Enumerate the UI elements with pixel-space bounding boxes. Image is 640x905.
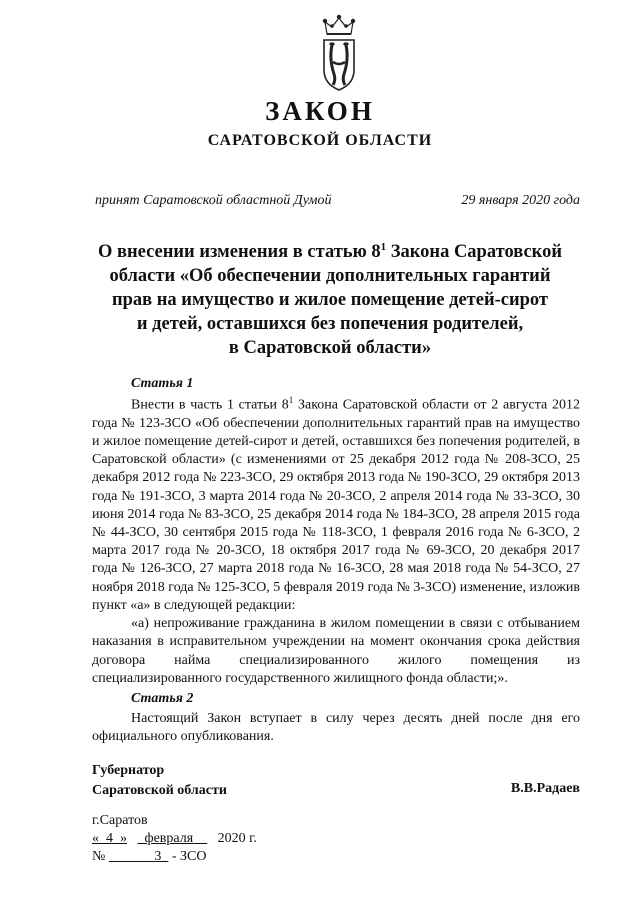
article-1-paragraph-1-end: Закона Саратовской области от 2 августа 2012 года № 123-ЗСО «Об обеспечении дополнительных гарантий прав на имущество и жилое помещение детей-сирот и детей, оставшихся без попечения родителей, в Саратовской области» (с изменениями от 25 декабря 2012 года № 208-ЗСО, 25 декабря 2012 года № 223-ЗСО, 29 октября 2013 года № 190-ЗСО, 29 октября 2013 года № 191-ЗСО, 3 марта 2014 года № 20-ЗСО, 2 апреля 2014 года № 33-ЗСО, 30 июня 2014 года № 83-ЗСО, 25 декабря 2014 года № 184-ЗСО, 28 апреля 2015 года № 44-ЗСО, 30 сентября 2015 года № 118-ЗСО, 1 февраля 2016 года № 6-ЗСО, 2 марта 2017 года № 20-ЗСО, 18 октября 2017 года № 69-ЗСО, 20 декабря 2017 года № 126-ЗСО, 27 марта 2018 года № 16-ЗСО, 28 мая 2018 года № 54-ЗСО, 27 ноября 2018 года № 125-ЗСО, 5 февраля 2019 года № 3-ЗСО) изменение, изложив пункт «а» в следующей редакции: — [92, 397, 580, 613]
footer-date-month-value: февраля — [144, 831, 194, 846]
document-title: ЗАКОН — [265, 96, 375, 126]
article-1-paragraph-1-start: Внести в часть 1 статьи 8 — [131, 397, 289, 413]
law-title-line-1-end: Закона Саратовской — [386, 242, 563, 263]
law-title-line-5: в Саратовской области» — [228, 338, 432, 359]
signature-position — [92, 761, 227, 801]
footer-date-year: 2020 г. — [217, 831, 257, 846]
article-2-paragraph-1: Настоящий Закон вступает в силу через десять дней после дня его официального опубликования. — [92, 711, 580, 745]
article-1-paragraph-2: «а) непроживание гражданина в жилом помещении в связи с отбыванием наказания в исправительном учреждении на момент окончания срока действия договора найма специализированного жилого помещения из специализированного государственного жилищного фонда области;». — [92, 616, 580, 686]
article-1-heading: Статья 1 — [131, 376, 194, 391]
footer-date-month — [138, 831, 208, 846]
signature-position-line-1: Губернатор — [92, 763, 165, 778]
document-subtitle: САРАТОВСКОЙ ОБЛАСТИ — [207, 132, 433, 149]
footer-date-open-quote: « — [92, 831, 99, 846]
article-1-paragraph-1 — [92, 391, 580, 615]
footer-city: г.Саратов — [92, 813, 148, 828]
adoption-date: 29 января 2020 года — [461, 193, 580, 208]
law-title-line-1-start: О внесении изменения в статью 8 — [97, 242, 381, 263]
footer-number-value-text: 3 — [154, 849, 162, 864]
saratov-coat-of-arms-icon — [319, 14, 359, 92]
signature-name: В.В.Радаев — [510, 781, 580, 796]
footer-number-value — [109, 849, 169, 864]
law-title-line-3: прав на имущество и жилое помещение детей-сирот — [111, 290, 549, 311]
law-title — [80, 235, 580, 360]
footer-number-prefix: № — [92, 849, 106, 864]
article-2-heading: Статья 2 — [131, 691, 194, 706]
law-title-line-2: области «Об обеспечении дополнительных гарантий — [109, 266, 551, 287]
law-title-superscript: 1 — [380, 241, 387, 253]
article-1-body — [92, 391, 580, 688]
law-title-line-1 — [80, 235, 580, 264]
article-2-body — [92, 710, 580, 746]
footer-number-suffix: - ЗСО — [171, 849, 207, 864]
law-title-line-4: и детей, оставшихся без попечения родителей, — [136, 314, 524, 335]
footer-date — [92, 830, 257, 848]
footer-date-day — [99, 831, 120, 846]
footer-date-close-quote: » — [120, 831, 127, 846]
article-1-superscript: 1 — [288, 395, 294, 405]
footer-number — [92, 848, 257, 866]
footer-date-day-value: 4 — [106, 831, 113, 846]
adoption-text: принят Саратовской областной Думой — [95, 193, 332, 208]
document-footer — [92, 812, 257, 866]
signature-position-line-2: Саратовской области — [92, 783, 227, 798]
